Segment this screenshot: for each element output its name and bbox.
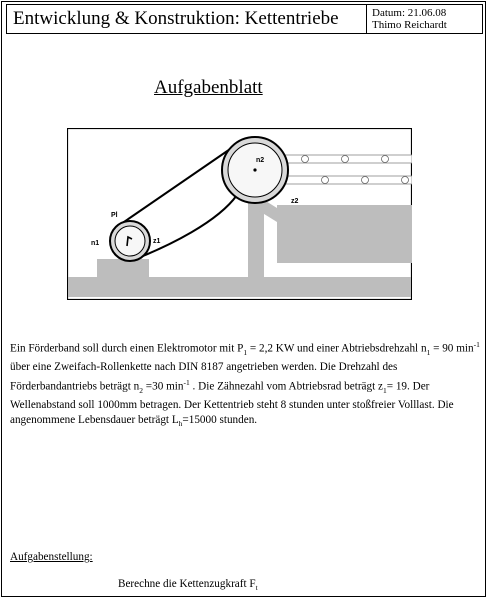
sheet-title: Aufgabenblatt [154,77,263,98]
motor-base [97,259,149,277]
ground-base [68,277,411,297]
label-n1: n1 [91,240,100,247]
conveyor-body [277,205,412,263]
label-pi: Pl [111,212,118,219]
tasks-heading: Aufgabenstellung: [10,551,93,563]
document-header [6,4,483,34]
conveyor-roller [402,177,409,184]
task-description: Ein Förderband soll durch einen Elektromotor mit $P_1 = 2,2$ KW und einer Abtriebsdrehzahl $n_1 = 90$ $\min^{-1}$ über eine Zweifach-Rollenkette nach DIN 8187 angetrieben werden. Die Drehzahl des Förderbandantriebs beträgt $n_2 =30$ $\min^{-1}$ . Die Zähnezahl vom Abtriebsrad beträgt $z_1= 19$. Der Wellenabstand soll 1000mm betragen. Der Kettentrieb steht 8 stunden unter stoßfreier Volllast. Die angenommene Lebensdauer beträgt $L_h=15000$ stunden. [10,340,480,429]
conveyor-rail-bottom [277,176,412,184]
header-date: Datum: 21.06.08 [372,7,447,19]
header-author: Thimo Reichardt [372,19,447,31]
conveyor-roller [302,156,309,163]
drive-sprocket-hub [115,226,145,256]
conveyor-roller [342,156,349,163]
header-meta [367,5,482,33]
chain-drive-figure [67,128,412,300]
label-z2: z2 [291,198,299,205]
conveyor-roller [322,177,329,184]
label-z1: z1 [153,238,161,245]
conveyor-roller [382,156,389,163]
driven-sprocket-center [253,168,256,171]
document-title: Entwicklung & Konstruktion: Kettentriebe [7,5,367,33]
task-item: Berechne die Kettenzugkraft $F_t$ [118,578,258,593]
conveyor-roller [362,177,369,184]
label-n2: n2 [256,157,265,164]
